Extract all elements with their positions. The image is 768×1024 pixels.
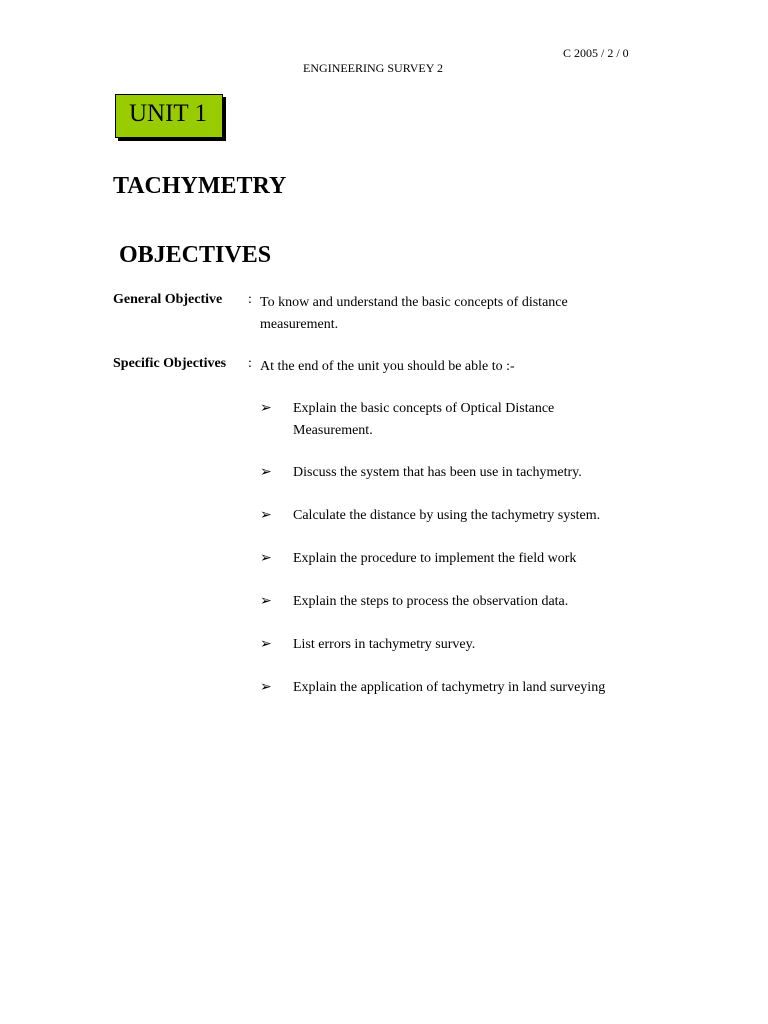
general-objective-separator: : (248, 292, 252, 307)
bullet-arrow-icon: ➢ (260, 680, 272, 695)
bullet-arrow-icon: ➢ (260, 594, 272, 609)
objective-item: Explain the basic concepts of Optical Distance Measurement. (293, 401, 555, 438)
bullet-arrow-icon: ➢ (260, 508, 272, 523)
bullet-arrow-icon: ➢ (260, 465, 272, 480)
bullet-arrow-icon: ➢ (260, 551, 272, 566)
specific-objectives-intro: At the end of the unit you should be able to :- (260, 359, 515, 374)
general-objective-text: To know and understand the basic concepts of distance measurement. (260, 295, 568, 332)
objectives-heading: OBJECTIVES (119, 242, 272, 268)
objective-item: List errors in tachymetry survey. (293, 637, 476, 652)
specific-objectives-label: Specific Objectives (113, 356, 227, 371)
bullet-arrow-icon: ➢ (260, 637, 272, 652)
page-code: C 2005 / 2 / 0 (563, 46, 629, 60)
bullet-arrow-icon: ➢ (260, 401, 272, 416)
specific-objectives-separator: : (248, 356, 252, 371)
unit-label-box: UNIT 1 (115, 94, 223, 138)
objective-item: Discuss the system that has been use in tachymetry. (293, 465, 582, 480)
objective-item: Calculate the distance by using the tachymetry system. (293, 508, 601, 523)
unit-title: TACHYMETRY (113, 173, 287, 199)
objective-item: Explain the procedure to implement the field work (293, 551, 577, 566)
course-title: ENGINEERING SURVEY 2 (303, 61, 443, 75)
objective-item: Explain the application of tachymetry in land surveying (293, 680, 606, 695)
objective-item: Explain the steps to process the observation data. (293, 594, 569, 609)
general-objective-label: General Objective (113, 292, 223, 307)
